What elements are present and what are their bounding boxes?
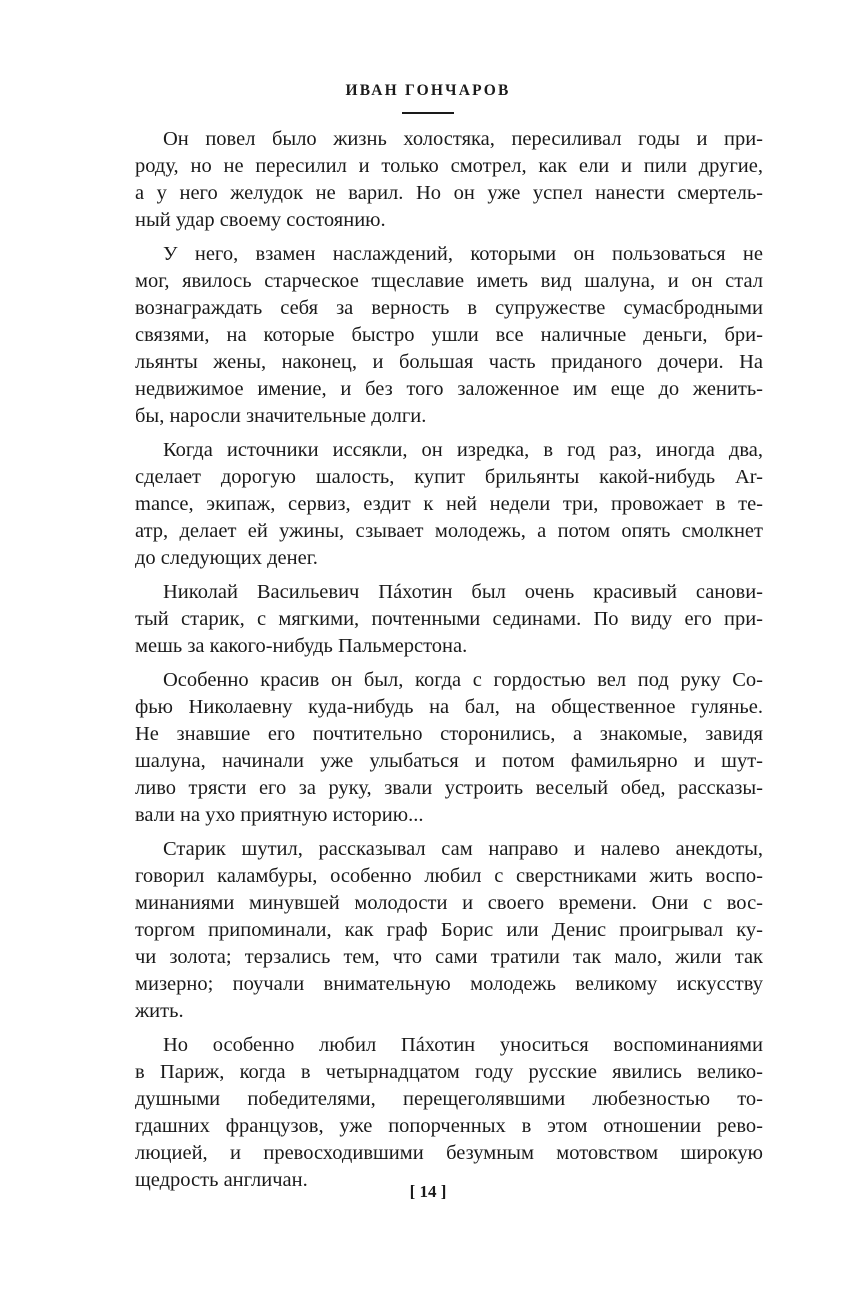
paragraph bbox=[135, 836, 763, 1025]
text-line: Он повел было жизнь холостяка, пересиливал годы и при- bbox=[163, 128, 763, 150]
text-line: торгом припоминали, как граф Борис или Денис проигрывал ку- bbox=[135, 919, 763, 941]
text-line: минаниями минувшей молодости и своего времени. Они с вос- bbox=[135, 892, 763, 914]
text-line: фью Николаевну куда-нибудь на бал, на общественное гулянье. bbox=[135, 696, 763, 718]
text-line: чи золота; терзались тем, что сами тратили так мало, жили так bbox=[135, 946, 763, 968]
paragraph bbox=[135, 1032, 763, 1194]
paragraph bbox=[135, 437, 763, 572]
text-line: душными победителями, перещеголявшими любезностью то- bbox=[135, 1088, 763, 1110]
text-line: мог, явилось старческое тщеславие иметь вид шалуна, и он стал bbox=[135, 270, 763, 292]
text-line: mance, экипаж, сервиз, ездит к ней недели три, провожает в те- bbox=[135, 493, 763, 515]
text-line: а у него желудок не варил. Но он уже успел нанести смертель- bbox=[135, 182, 763, 204]
text-line: сделает дорогую шалость, купит брильянты какой-нибудь Ar- bbox=[135, 466, 763, 488]
text-line: связями, на которые быстро ушли все наличные деньги, бри- bbox=[135, 324, 763, 346]
text-line: люцией, и превосходившими безумным мотовством широкую bbox=[135, 1142, 763, 1164]
paragraph bbox=[135, 579, 763, 660]
text-line: Не знавшие его почтительно сторонились, а знакомые, завидя bbox=[135, 723, 763, 745]
text-line: вознаграждать себя за верность в супружестве сумасбродными bbox=[135, 297, 763, 319]
text-line: ливо трясти его за руку, звали устроить веселый обед, рассказы- bbox=[135, 777, 763, 799]
text-line: мизерно; поучали внимательную молодежь великому искусству bbox=[135, 973, 763, 995]
text-line: Когда источники иссякли, он изредка, в год раз, иногда два, bbox=[163, 439, 763, 461]
text-line: в Париж, когда в четырнадцатом году русские явились велико- bbox=[135, 1061, 763, 1083]
text-line: У него, взамен наслаждений, которыми он пользоваться не bbox=[163, 243, 763, 265]
page-number: [ 14 ] bbox=[409, 1182, 447, 1201]
paragraph bbox=[135, 241, 763, 430]
text-line: тый старик, с мягкими, почтенными сединами. По виду его при- bbox=[135, 608, 763, 630]
body-text bbox=[135, 126, 763, 1201]
text-line: ный удар своему состоянию. bbox=[135, 209, 386, 231]
text-line: мешь за какого-нибудь Пальмерстона. bbox=[135, 635, 468, 657]
text-line: роду, но не пересилил и только смотрел, как ели и пили другие, bbox=[135, 155, 763, 177]
text-line: Но особенно любил Пáхотин уноситься воспоминаниями bbox=[163, 1034, 763, 1056]
text-line: недвижимое имение, и без того заложенное им еще до женить- bbox=[135, 378, 763, 400]
running-head-rule bbox=[402, 112, 454, 114]
paragraph bbox=[135, 667, 763, 829]
text-line: Особенно красив он был, когда с гордостью вел под руку Со- bbox=[163, 669, 763, 691]
text-line: жить. bbox=[135, 1000, 184, 1022]
text-line: атр, делает ей ужины, сзывает молодежь, а потом опять смолкнет bbox=[135, 520, 763, 542]
paragraph bbox=[135, 126, 763, 234]
text-line: говорил каламбуры, особенно любил с сверстниками жить воспо- bbox=[135, 865, 763, 887]
running-head-author: ИВАН ГОНЧАРОВ bbox=[345, 82, 511, 99]
text-line: гдашних французов, уже попорченных в этом отношении рево- bbox=[135, 1115, 763, 1137]
text-line: вали на ухо приятную историю... bbox=[135, 804, 424, 826]
text-line: шалуна, начинали уже улыбаться и потом фамильярно и шут- bbox=[135, 750, 763, 772]
text-line: Николай Васильевич Пáхотин был очень красивый санови- bbox=[163, 581, 763, 603]
text-line: льянты жены, наконец, и большая часть приданого дочери. На bbox=[135, 351, 763, 373]
text-line: до следующих денег. bbox=[135, 547, 318, 569]
text-line: бы, наросли значительные долги. bbox=[135, 405, 427, 427]
text-line: щедрость англичан. bbox=[135, 1169, 308, 1191]
text-line: Старик шутил, рассказывал сам направо и налево анекдоты, bbox=[163, 838, 763, 860]
